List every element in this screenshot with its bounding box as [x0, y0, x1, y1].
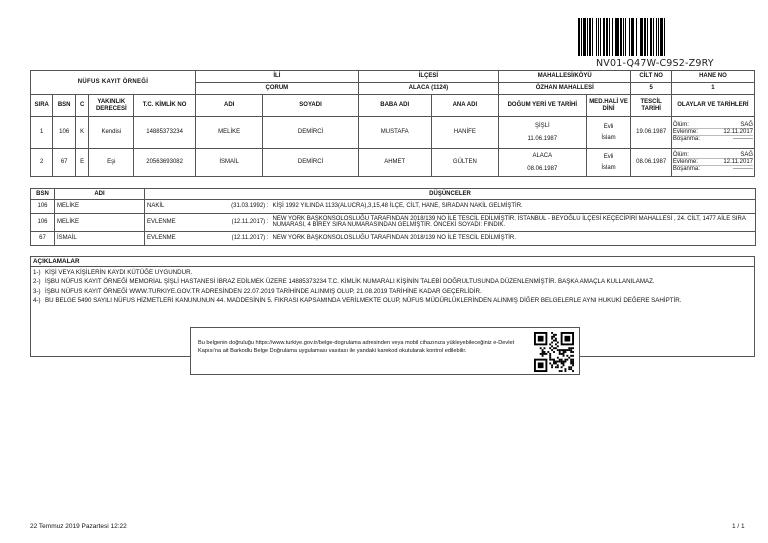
col-soyadi: SOYADI — [263, 95, 358, 117]
person-row — [31, 117, 755, 149]
cilt-label: CİLT NO — [631, 71, 671, 83]
col-olaylar: OLAYLAR VE TARİHLERİ — [671, 95, 754, 117]
bosanma-label: Boşanma: — [672, 166, 700, 173]
col-ana: ANA ADI — [431, 95, 498, 117]
tescil-tarihi: 08.06.1987 — [631, 149, 671, 177]
qr-code-icon — [534, 332, 574, 372]
olum-value: SAĞ — [740, 151, 753, 158]
note-bsn: 106 — [31, 199, 55, 213]
footer-date: 22 Temmuz 2019 Pazartesi 12:22 — [30, 523, 127, 530]
col-bsn: BSN — [53, 95, 75, 117]
dogum-yeri: ALACA — [532, 152, 553, 159]
olum-label: Ölüm: — [672, 121, 689, 128]
notes-col-bsn: BSN — [31, 189, 55, 200]
tc-kimlik-no: 20563693082 — [134, 149, 196, 177]
soyadi: DEMİRCİ — [263, 149, 358, 177]
dogum-tarihi: 11.06.1987 — [527, 135, 558, 142]
cilt-value: 5 — [631, 83, 671, 95]
olum-label: Ölüm: — [672, 151, 689, 158]
note-row — [31, 199, 756, 213]
document-code: NV01-Q47W-C9S2-Z9RY — [596, 58, 714, 69]
note-text: KİŞİ 1992 YILINDA 1133(ALUCRA),3,15,48 İLÇE, CİLT, HANE, SIRADAN NAKİL GELMİŞTİR. — [271, 199, 756, 213]
dogum-yeri-tarihi — [499, 149, 587, 177]
col-medhali: MED.HALİ VE DİNİ — [586, 95, 631, 117]
adi: İSMAİL — [195, 149, 262, 177]
med-hali-dini — [586, 117, 631, 149]
col-c: C — [75, 95, 88, 117]
evlenme-value: 12.11.2017 — [723, 128, 753, 135]
note-text: NEW YORK BAŞKONSOLOSLUĞU TARAFINDAN 2018/139 NO İLE TESCİL EDİLMİŞTİR. İSTANBUL - BEYOĞLU İLÇESİ KEÇECİPİRİ MAHALLESİ , 24. CİLT, 1477 AİLE SIRA NUMARASI, 4 BİREY SIRA NUMARASINDAN GELMİŞTİR. ÖNCEKİ SOYADI: FINDIK. — [271, 213, 756, 231]
note-tur: NAKİL — [145, 199, 229, 213]
soyadi: DEMİRCİ — [263, 117, 358, 149]
remark-item: 1-) KİŞİ VEYA KİŞİLERİN KAYDI KÜTÜĞE UYGUNDUR. — [33, 269, 193, 276]
remark-item: 2-) İŞBU NÜFUS KAYIT ÖRNEĞİ MEMORİAL ŞİŞLİ HASTANESİ İBRAZ EDİLMEK ÜZERE 14885373234 T.C. KİMLİK NUMARALI KİŞİNİN TALEBİ DOĞRULTUSUNDA DÜZENLENMİŞTİR. BAŞKA AMAÇLA KULLANILAMAZ. — [33, 278, 655, 286]
il-label: İLİ — [195, 71, 358, 83]
note-row — [31, 231, 756, 245]
registry-table — [30, 70, 755, 177]
col-dogum: DOĞUM YERİ VE TARİHİ — [499, 95, 587, 117]
notes-table — [30, 188, 756, 246]
tescil-tarihi: 19.06.1987 — [631, 117, 671, 149]
dogum-yeri-tarihi — [499, 117, 587, 149]
bosanma-label: Boşanma: — [672, 136, 700, 143]
ilce-value: ALACA (1124) — [358, 83, 498, 95]
ana-adi: HANİFE — [431, 117, 498, 149]
notes-col-dusunceler: DÜŞÜNCELER — [145, 189, 756, 200]
bosanma-value: ---------- — [733, 166, 753, 173]
hane-value: 1 — [671, 83, 754, 95]
adi: MELİKE — [195, 117, 262, 149]
document-title: NÜFUS KAYIT ÖRNEĞİ — [31, 71, 196, 95]
col-adi: ADI — [195, 95, 262, 117]
notes-col-adi: ADI — [55, 189, 145, 200]
cinsiyet: E — [75, 149, 88, 177]
bosanma-value: ---------- — [733, 136, 753, 143]
col-tc: T.C. KİMLİK NO — [134, 95, 196, 117]
footer-page: 1 / 1 — [732, 523, 745, 530]
col-baba: BABA ADI — [358, 95, 431, 117]
evlenme-value: 12.11.2017 — [723, 158, 753, 165]
note-bsn: 67 — [31, 231, 55, 245]
olaylar — [671, 117, 754, 149]
note-adi: İSMAİL — [55, 231, 145, 245]
verification-text: Bu belgenin doğruluğu https://www.turkiye.gov.tr/belge-dogrulama adresinden veya mobil cihazınıza yükleyebileceğiniz e-Devlet Kapısı'na ait Barkodlu Belge Doğrulama uygulaması vasıtası ile yandaki karekod okutularak kontrol edilebilir. — [198, 340, 515, 354]
medeni-hal: Evli — [603, 123, 614, 130]
remarks-title: AÇIKLAMALAR — [31, 257, 754, 267]
din: İslam — [601, 134, 616, 141]
hane-label: HANE NO — [671, 71, 754, 83]
din: İslam — [601, 164, 616, 171]
yakinlik: Eşi — [89, 149, 134, 177]
barcode — [578, 18, 746, 56]
mahalle-label: MAHALLESİ/KÖYÜ — [499, 71, 631, 83]
cinsiyet: K — [75, 117, 88, 149]
note-adi: MELİKE — [55, 213, 145, 231]
col-tescil: TESCİL TARİHİ — [631, 95, 671, 117]
person-row — [31, 149, 755, 177]
remark-item: 3-) İŞBU NÜFUS KAYIT ÖRNEĞİ WWW.TURKIYE.GOV.TR ADRESİNDEN 22.07.2019 TARİHİNDE ALINMIŞ OLUP, 21.08.2019 TARİHİNE KADAR GEÇERLİDİR. — [33, 287, 482, 295]
note-tur: EVLENME — [145, 231, 229, 245]
medeni-hal: Evli — [603, 153, 614, 160]
dogum-tarihi: 08.06.1987 — [527, 165, 558, 172]
baba-adi: AHMET — [358, 149, 431, 177]
sira: 2 — [31, 149, 53, 177]
remark-item: 4-) BU BELGE 5490 SAYILI NÜFUS HİZMETLERİ KANUNUNUN 44. MADDESİNİN 5. FIKRASI KAPSAMINDA VERİLMEKTE OLUP, NÜFUS MÜDÜRLÜKLERİNDEN ALINMIŞ DİĞER BELGELERLE AYNI HUKUKİ DEĞERE SAHİPTİR. — [33, 296, 682, 304]
olaylar — [671, 149, 754, 177]
bsn: 67 — [53, 149, 75, 177]
evlenme-label: Evlenme: — [672, 128, 698, 135]
bsn: 106 — [53, 117, 75, 149]
note-bsn: 106 — [31, 213, 55, 231]
baba-adi: MUSTAFA — [358, 117, 431, 149]
yakinlik: Kendisi — [89, 117, 134, 149]
note-row — [31, 213, 756, 231]
evlenme-label: Evlenme: — [672, 158, 698, 165]
note-tarih: (12.11.2017) : — [229, 231, 271, 245]
verification-box — [190, 327, 580, 375]
note-tarih: (12.11.2017) : — [229, 213, 271, 231]
note-tur: EVLENME — [145, 213, 229, 231]
note-tarih: (31.03.1992) : — [229, 199, 271, 213]
dogum-yeri: ŞİŞLİ — [534, 122, 550, 129]
il-value: ÇORUM — [195, 83, 358, 95]
tc-kimlik-no: 14885373234 — [134, 117, 196, 149]
ana-adi: GÜLTEN — [431, 149, 498, 177]
ilce-label: İLÇESİ — [358, 71, 498, 83]
col-sira: SIRA — [31, 95, 53, 117]
note-text: NEW YORK BAŞKONSOLOSLUĞU TARAFINDAN 2018/139 NO İLE TESCİL EDİLMİŞTİR. — [271, 231, 756, 245]
note-adi: MELİKE — [55, 199, 145, 213]
olum-value: SAĞ — [740, 121, 753, 128]
sira: 1 — [31, 117, 53, 149]
med-hali-dini — [586, 149, 631, 177]
mahalle-value: ÖZHAN MAHALLESİ — [499, 83, 631, 95]
col-yakinlik: YAKINLIK DERECESİ — [89, 95, 134, 117]
